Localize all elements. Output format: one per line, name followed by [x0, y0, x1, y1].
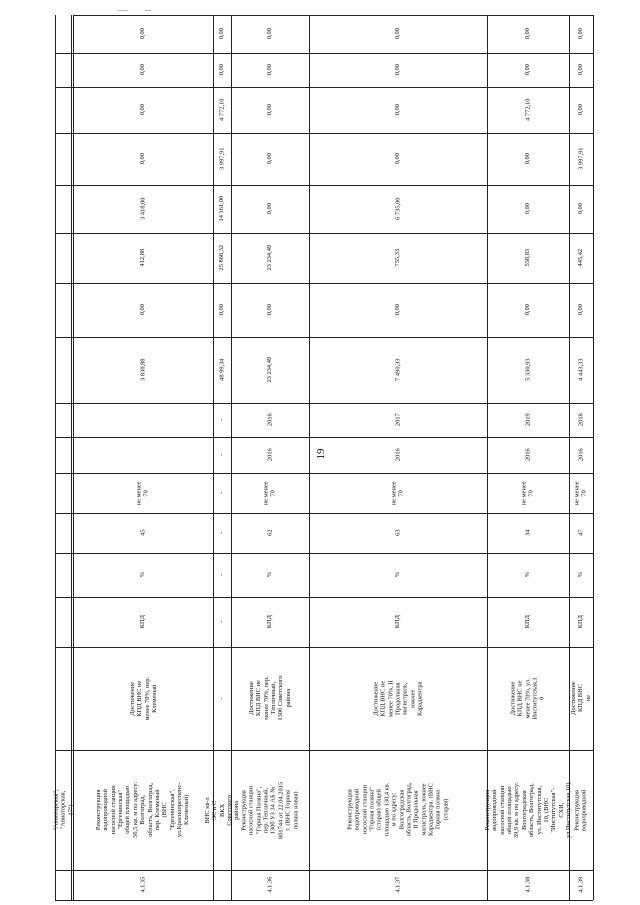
table-cell-end [213, 403, 231, 437]
cell-text: 4 443,33 [577, 358, 585, 382]
cell-line: Клеменый [150, 684, 158, 713]
cell-text: 0,00 [394, 104, 402, 116]
cell-text: 5 330,93 [524, 358, 532, 382]
cell-text: 0,00 [266, 153, 274, 165]
cell-text [372, 649, 424, 748]
table-cell-f7 [487, 15, 569, 53]
table-cell-unit [213, 553, 231, 597]
cell-line: область, Волгоград, [528, 783, 535, 837]
cell-line: насосной станции [109, 785, 117, 835]
cell-text: 23 234,49 [266, 245, 274, 271]
table-cell-object [569, 750, 593, 870]
cell-text [570, 682, 592, 716]
table-cell-f5 [213, 87, 231, 133]
table-cell-start [231, 437, 309, 473]
cell-text: 0,00 [266, 104, 274, 116]
cell-text: 0,00 [139, 64, 147, 76]
table-cell-base [569, 513, 593, 553]
cell-text: 2016 [266, 448, 274, 462]
cell-line: ВКХ Советского [218, 794, 233, 826]
cell-text: 2019 [524, 413, 532, 427]
table-cell-indicator [231, 597, 309, 647]
cell-line: магистраль, [401, 682, 409, 715]
table-cell-indicator [213, 597, 231, 647]
table-cell-f2 [231, 233, 309, 283]
cell-text: КПД [139, 615, 147, 629]
page-number: 19 [315, 448, 327, 460]
cell-text: 4 772,10 [218, 98, 226, 122]
cell-line: района [284, 689, 292, 708]
table-cell-goal [73, 647, 213, 750]
scan-mark [118, 10, 128, 11]
table-cell-f1 [569, 283, 593, 337]
cell-line: менее 70%, пер. [143, 676, 150, 721]
cell-line: Институтская,1 [531, 677, 539, 720]
cell-text: 0,00 [266, 304, 274, 316]
table-cell-goal [231, 647, 309, 750]
rotated-table [52, 15, 593, 900]
table-fragment-text [53, 789, 75, 830]
cell-text: 0,00 [139, 304, 147, 316]
table-cell-object [203, 750, 241, 870]
cell-line: ул. Институтская, [535, 785, 543, 835]
cell-text: 0,00 [524, 304, 532, 316]
cell-text: 63 [394, 529, 402, 537]
cell-text: - [218, 531, 226, 535]
fragment-line: "Авиаторская, 17") [60, 790, 75, 830]
cell-line: 56,5 кв. м по адресу: [131, 782, 139, 838]
cell-text: % [139, 572, 147, 578]
table-cell-cost-total [231, 337, 309, 403]
cell-text: 0,00 [266, 28, 274, 40]
table-fragment-header [52, 750, 75, 870]
table-cell-f1 [213, 283, 231, 337]
cell-line: (ВНС [161, 802, 169, 818]
cell-text: не менее 70 [520, 481, 535, 505]
cell-line: "Ергенинская", [168, 789, 176, 831]
cell-line: КПД ВНС не [516, 680, 524, 717]
table-cell-end [231, 403, 309, 437]
cell-text: не менее 70 [390, 481, 405, 505]
table-cell-f7 [213, 15, 231, 53]
cell-line: (старая) общей [375, 789, 383, 831]
cell-line: Достижение [247, 681, 255, 716]
cell-text: % [524, 572, 532, 578]
cell-text: - [218, 491, 226, 495]
table-cell-num [487, 870, 569, 900]
cell-line: Достижение [372, 681, 380, 716]
cell-text: 0,00 [266, 64, 274, 76]
cell-text: 0,00 [577, 28, 585, 40]
table-cell-f2 [213, 233, 231, 283]
cell-text: 4.1.39 [577, 877, 585, 893]
cell-line: менее 70%, пер. [262, 676, 270, 721]
fragment-line: "Авиаторская", [52, 789, 60, 831]
table-cell-f2 [569, 233, 593, 283]
cell-text: 0,00 [524, 203, 532, 215]
table-cell-base [213, 513, 231, 553]
cell-text: 0,00 [139, 153, 147, 165]
table-cell-f4 [231, 133, 309, 185]
table-cell-cost-total [213, 337, 231, 403]
table-cell-f5 [309, 87, 487, 133]
table-cell-num [569, 870, 593, 900]
cell-line: "Ергенинская" [117, 790, 125, 830]
cell-text: 0,00 [139, 28, 147, 40]
cell-text: 4.1.38 [524, 877, 532, 893]
table-cell-end [73, 403, 213, 437]
cell-line: КПД ВНС не [379, 680, 387, 717]
cell-text: 2016 [394, 448, 402, 462]
cell-text: 0,00 [394, 304, 402, 316]
cell-line: магистраль, южнее [420, 783, 428, 837]
cell-line: Волгоград, [139, 795, 147, 825]
table-cell-f6 [213, 53, 231, 87]
cell-text: 0,00 [524, 153, 532, 165]
cell-text: 0,00 [577, 104, 585, 116]
table-cell-num [309, 870, 487, 900]
cell-text: 0,00 [577, 304, 585, 316]
table-cell-start [569, 437, 593, 473]
table-cell-goal [569, 647, 593, 750]
cell-line: Реконструкция [483, 789, 491, 831]
cell-text: 14 161,00 [218, 196, 226, 222]
cell-text: 4.1.35 [139, 877, 147, 893]
cell-line: Достижение [128, 681, 136, 716]
cell-text: 2016 [266, 413, 274, 427]
table-cell-start [213, 437, 231, 473]
cell-line: (старая) [442, 799, 450, 821]
cell-text: 0,00 [218, 304, 226, 316]
table-cell-unit [73, 553, 213, 597]
table-cell-object [231, 750, 309, 870]
table-cell-f7 [569, 15, 593, 53]
table-cell-indicator [309, 597, 487, 647]
cell-text: 62 [266, 529, 274, 537]
table-cell-f3 [231, 185, 309, 233]
cell-text: 2016 [524, 448, 532, 462]
cell-text: не менее 70 [573, 481, 588, 505]
cell-line: Реконструкция [573, 789, 581, 831]
table-cell-target [487, 473, 569, 513]
cell-line: СХИ, [557, 802, 565, 818]
cell-text [346, 752, 449, 868]
cell-text: - [218, 418, 226, 422]
table-cell-start [487, 437, 569, 473]
cell-text: 0,00 [218, 64, 226, 76]
cell-line: ул.Краснопресненс- [176, 782, 184, 838]
cell-line: 0 [539, 696, 547, 701]
table-cell-f1 [487, 283, 569, 337]
cell-line: Реконструкция [240, 789, 248, 831]
table-cell-base [309, 513, 487, 553]
cell-line: поляна новая) [292, 791, 300, 829]
table-cell-f4 [487, 133, 569, 185]
table-cell-base [73, 513, 213, 553]
cell-line: площадью 130,4 кв. [383, 783, 391, 837]
table-cell-target [569, 473, 593, 513]
cell-line: область, Волгоград, [405, 783, 413, 837]
cell-line: насосной станции [247, 785, 255, 835]
cell-text: 0,00 [218, 28, 226, 40]
cell-text: 2016 [577, 448, 585, 462]
cell-text: не менее 70 [135, 481, 150, 505]
cell-line: Реконструкция [346, 789, 354, 831]
cell-line: пер. Тепличный, [262, 787, 270, 833]
cell-line: 130б Советского [277, 675, 285, 722]
cell-text: 3 997,91 [577, 147, 585, 171]
cell-line: ул.Институтская,10) [564, 782, 572, 838]
table-cell-indicator [487, 597, 569, 647]
cell-line: Продольная [394, 682, 402, 715]
cell-line: Волгоградская [398, 790, 405, 830]
cell-line: КПД ВНС не [135, 680, 143, 717]
cell-line: "Горная Поляна", [255, 786, 263, 834]
cell-line: южнее [409, 689, 417, 708]
table-cell-f3 [213, 185, 231, 233]
table-cell-cost-total [487, 337, 569, 403]
table-cell-target [73, 473, 213, 513]
table-cell-f3 [309, 185, 487, 233]
cell-line: пер. Клеменый [154, 789, 162, 831]
cell-text: - [218, 453, 226, 457]
cell-line: менее 70%, II [386, 680, 394, 717]
cell-text: 755,33 [394, 249, 402, 267]
table-cell-goal [487, 647, 569, 750]
cell-text: КПД [266, 615, 274, 629]
cell-text: 412,88 [139, 249, 147, 267]
cell-text: 34 [524, 529, 532, 537]
cell-line: КПД ВНС не [577, 684, 592, 713]
grid-line-vertical [593, 15, 594, 900]
cell-text: 45 [139, 529, 147, 537]
table-cell-start [73, 437, 213, 473]
cell-text [574, 789, 589, 831]
table-cell-f3 [487, 185, 569, 233]
table-cell-f4 [569, 133, 593, 185]
cell-text: 3 997,91 [218, 147, 226, 171]
cell-line: Тепличный, [270, 682, 277, 715]
table-cell-f3 [569, 185, 593, 233]
table-cell-f5 [569, 87, 593, 133]
table-cell-f1 [231, 283, 309, 337]
table-cell-target [231, 473, 309, 513]
table-cell-target [309, 473, 487, 513]
cell-text: 0,00 [394, 153, 402, 165]
table-cell-f4 [73, 133, 213, 185]
table-cell-f7 [231, 15, 309, 53]
table-cell-num [231, 870, 309, 900]
cell-text: - [218, 573, 226, 577]
cell-line: водопроводной [491, 789, 499, 831]
table-cell-num [73, 870, 213, 900]
table-cell-f4 [309, 133, 487, 185]
cell-text: КПД [394, 615, 402, 629]
cell-text [241, 771, 300, 849]
table-cell-f5 [487, 87, 569, 133]
table-cell-indicator [73, 597, 213, 647]
cell-text [95, 752, 191, 868]
cell-line: ВНС кв-л ЭС и С [203, 796, 218, 824]
cell-line: 801744 от 22.04.2015 [277, 781, 285, 839]
cell-line: Реконструкция [95, 789, 103, 831]
cell-text: 445,42 [577, 249, 585, 267]
cell-line: насосной станции [361, 785, 369, 835]
cell-line: общей площадью [124, 786, 132, 834]
table-cell-f2 [73, 233, 213, 283]
cell-text: 4 772,10 [524, 98, 532, 122]
cell-text: 0,00 [394, 28, 402, 40]
cell-line: 39,9 кв. м по адресу: [513, 782, 521, 838]
cell-line: Достижение [509, 681, 517, 716]
cell-text: - [218, 620, 226, 624]
cell-line: общей площадью [505, 786, 513, 834]
cell-text: 0,00 [524, 64, 532, 76]
cell-text: 2017 [394, 413, 402, 427]
cell-line: водопроводной [353, 789, 361, 831]
table-cell-f2 [487, 233, 569, 283]
cell-line: водопроводной [102, 789, 110, 831]
cell-text: 4.1.36 [266, 877, 274, 893]
table-cell-f6 [309, 53, 487, 87]
cell-line: - [218, 697, 226, 700]
table-cell-indicator [569, 597, 593, 647]
cell-line: Волгоградская [520, 790, 528, 830]
table-cell-unit [309, 553, 487, 597]
cell-text: КПД [524, 615, 532, 629]
cell-line: Карадкентра [416, 681, 424, 716]
cell-line: КПД ВНС не [255, 680, 263, 717]
cell-line: "Горная поляна" [368, 787, 376, 833]
table-cell-goal [309, 647, 487, 750]
cell-line: м по адресу: [390, 793, 398, 827]
cell-text: 48 99,34 [218, 358, 226, 382]
grid-line-horizontal [55, 900, 593, 901]
table-cell-object [73, 750, 213, 870]
table-cell-object [483, 750, 572, 870]
table-cell-base [487, 513, 569, 553]
cell-text: КПД [577, 615, 585, 629]
cell-text: 23 234,49 [266, 357, 274, 383]
cell-text: 0,00 [524, 28, 532, 40]
cell-text: % [577, 572, 585, 578]
table-cell-f2 [309, 233, 487, 283]
table-cell-f1 [73, 283, 213, 337]
table-cell-unit [569, 553, 593, 597]
table-cell-start [309, 437, 487, 473]
table-cell-cost-total [569, 337, 593, 403]
table-cell-f4 [213, 133, 231, 185]
table-cell-unit [487, 553, 569, 597]
cell-text [128, 649, 157, 748]
table-cell-f6 [231, 53, 309, 87]
table-cell-end [487, 403, 569, 437]
cell-line: "Институтская"- [550, 787, 558, 833]
table-cell-f5 [73, 87, 213, 133]
scan-mark [145, 10, 151, 11]
table-cell-f5 [231, 87, 309, 133]
cell-text: 2018 [577, 413, 585, 427]
cell-text: % [394, 572, 402, 578]
cell-text [218, 689, 225, 707]
cell-text [484, 769, 572, 851]
cell-line: Горная поляна [434, 790, 442, 830]
cell-text: 0,00 [577, 203, 585, 215]
table-cell-num [213, 870, 231, 900]
cell-line: Достижение [569, 681, 577, 716]
table-cell-f7 [309, 15, 487, 53]
cell-text [248, 660, 292, 738]
cell-line: II Продольная [412, 790, 420, 830]
table-cell-end [569, 403, 593, 437]
cell-text: не менее 70 [262, 481, 277, 505]
table-cell-object [309, 750, 487, 870]
cell-line: Карадкентра. (ВНС [427, 783, 435, 837]
table-cell-f1 [309, 283, 487, 337]
cell-line: Клеменый) [183, 794, 191, 826]
cell-line: водопроводной [581, 789, 589, 831]
table-cell-f6 [73, 53, 213, 87]
cell-line: менее 70%, ул. [524, 678, 532, 719]
table-cell-target [213, 473, 231, 513]
table-cell-f6 [569, 53, 593, 87]
table-cell-f3 [73, 185, 213, 233]
table-cell-base [231, 513, 309, 553]
cell-line: 130б УЗ 34 АБ № [270, 786, 277, 834]
cell-line: района [233, 800, 241, 820]
cell-line: г. (ВНС Горная [284, 789, 292, 831]
cell-line: 10, (ВНС [542, 797, 550, 823]
table-cell-unit [231, 553, 309, 597]
cell-text: 6 735,00 [394, 197, 402, 221]
cell-text: 0,00 [577, 64, 585, 76]
cell-line: область, Волгоград, [146, 783, 154, 837]
table-cell-f7 [73, 15, 213, 53]
cell-text: 7 490,33 [394, 358, 402, 382]
table-cell-f6 [487, 53, 569, 87]
cell-text: 3 418,00 [139, 197, 147, 221]
cell-text: 0,00 [139, 104, 147, 116]
cell-text: 47 [577, 529, 585, 537]
cell-text [510, 657, 547, 739]
cell-text: 558,83 [524, 249, 532, 267]
table-cell-end [309, 403, 487, 437]
table-cell-cost-total [73, 337, 213, 403]
table-cell-cost-total [309, 337, 487, 403]
cell-line: насосной станции [498, 785, 506, 835]
cell-text: 25 868,32 [218, 245, 226, 271]
cell-text: % [266, 572, 274, 578]
table-cell-goal [213, 647, 231, 750]
cell-text: 0,00 [266, 203, 274, 215]
cell-text: 0,00 [394, 64, 402, 76]
cell-text: 3 830,88 [139, 358, 147, 382]
cell-text: 4.1.37 [394, 877, 402, 893]
